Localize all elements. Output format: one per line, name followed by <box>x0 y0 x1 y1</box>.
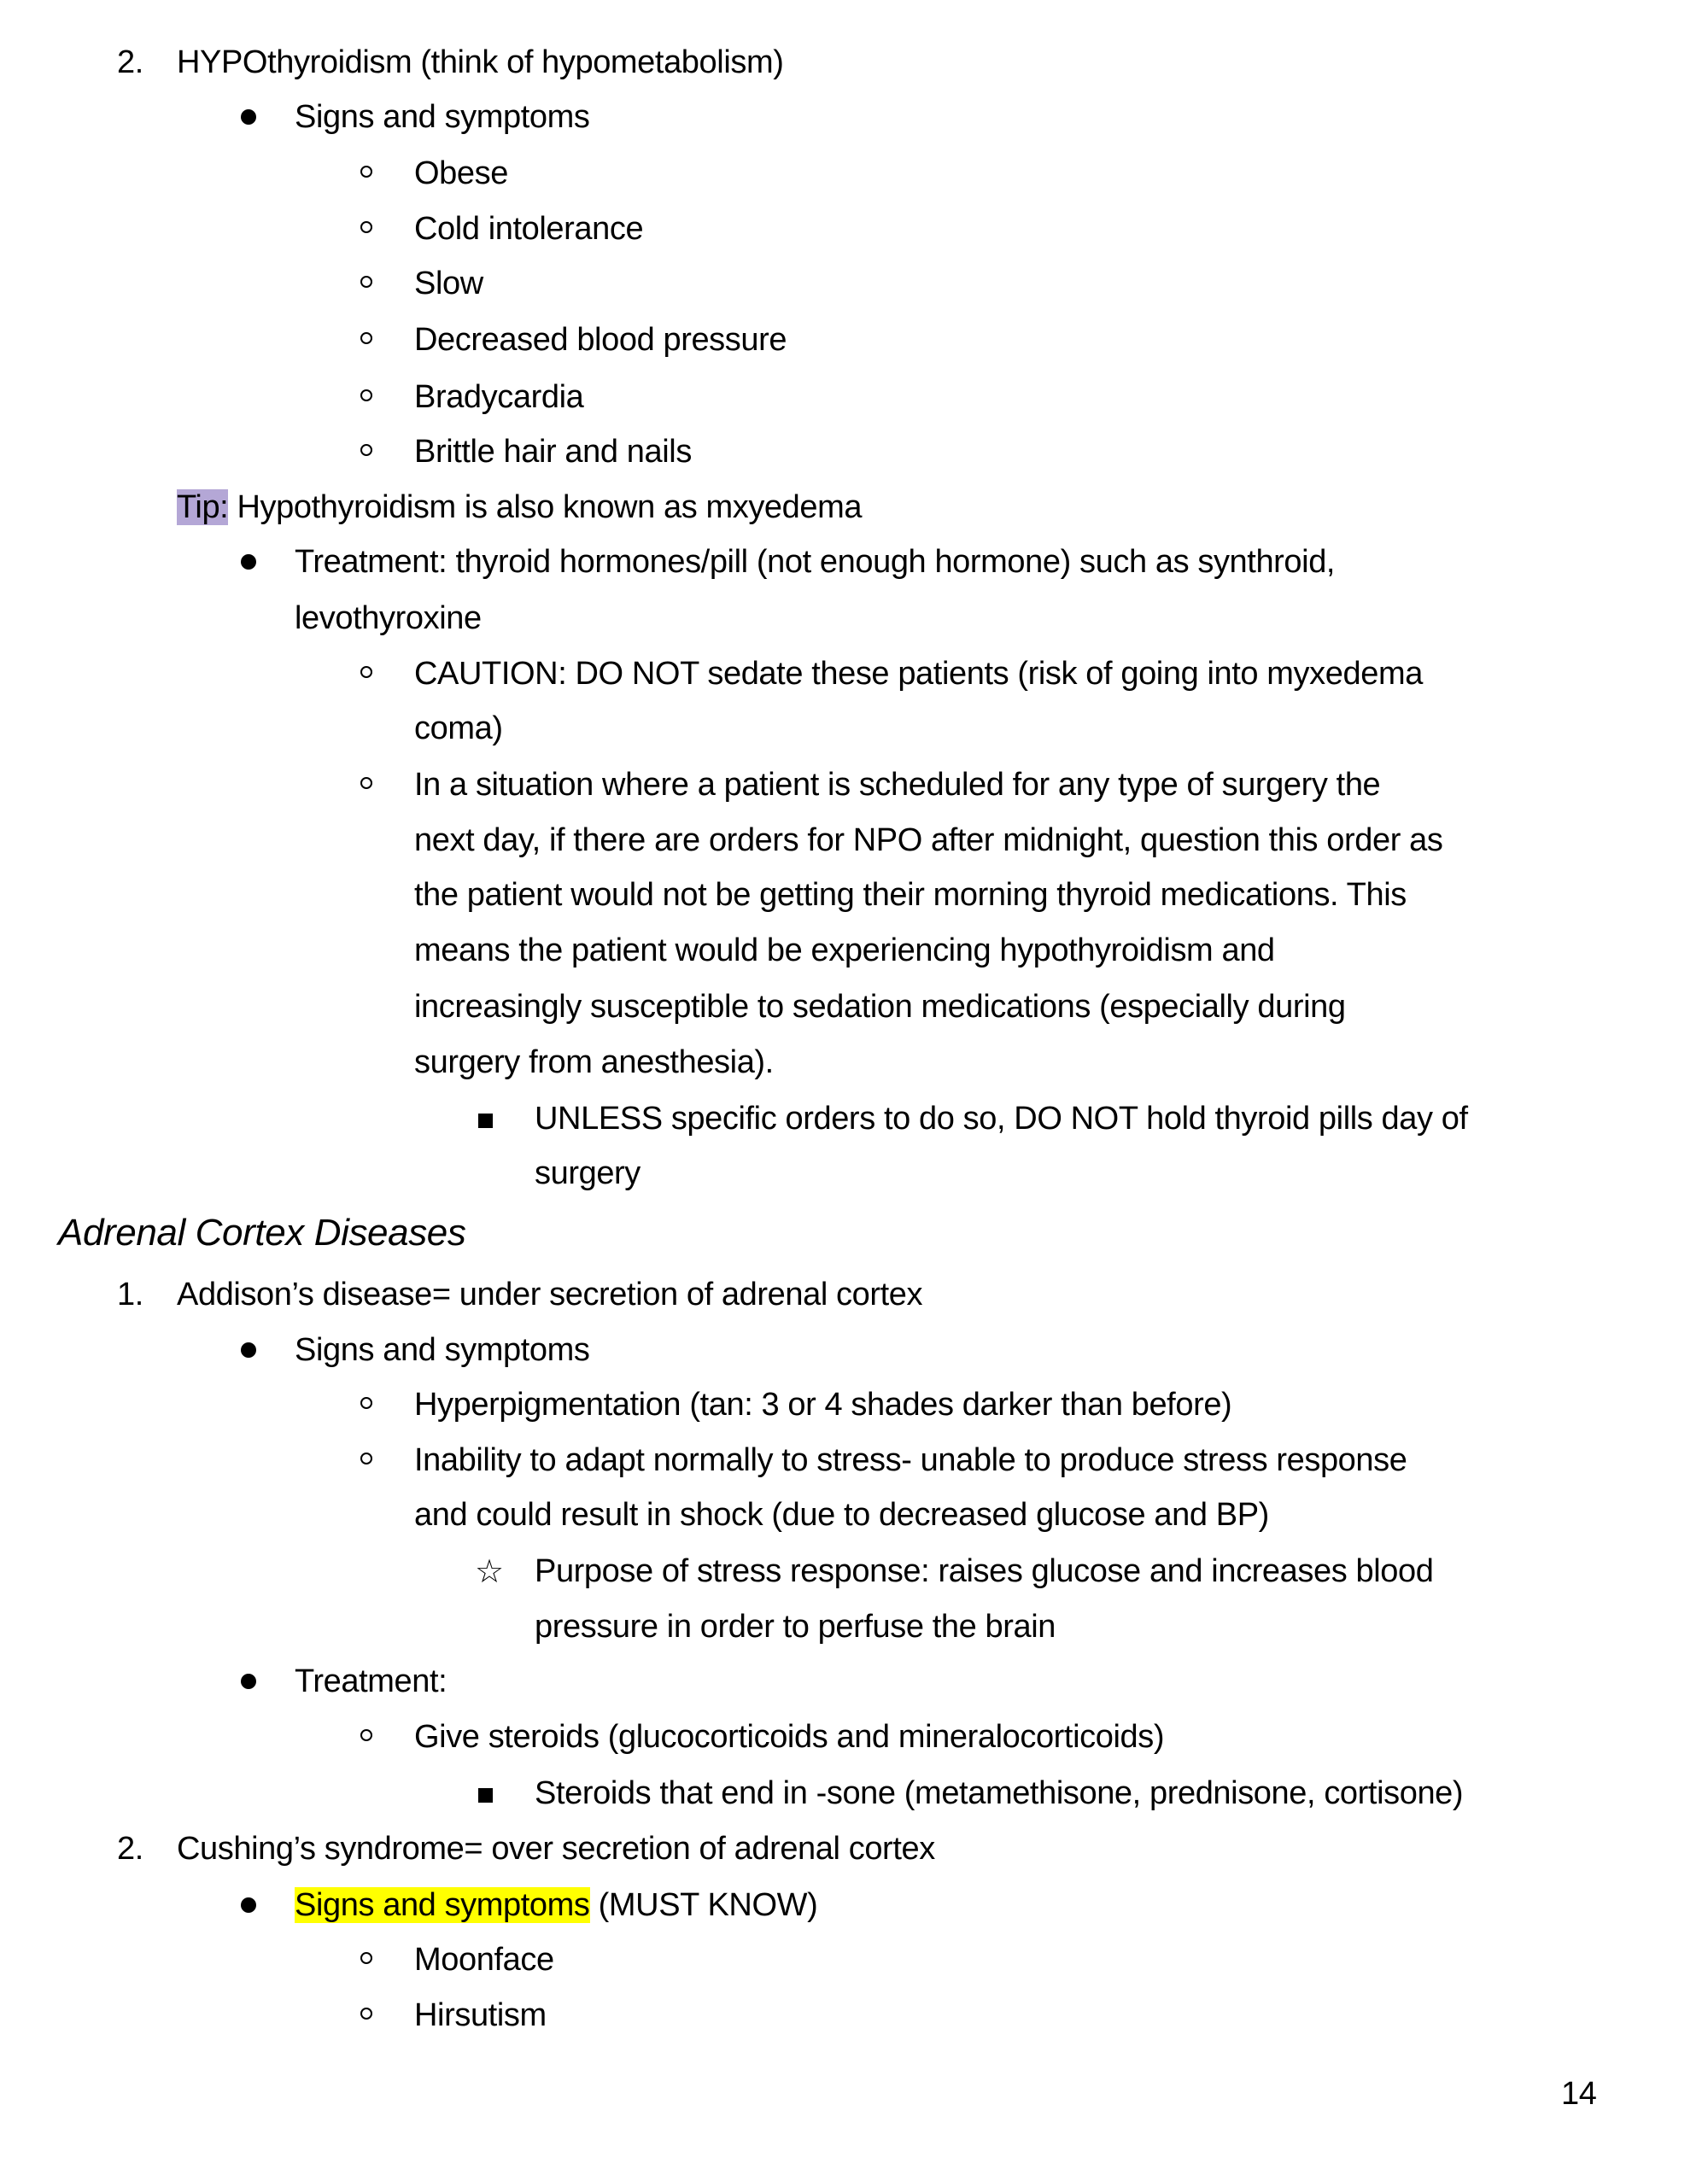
list-item: Give steroids (glucocorticoids and mineralocorticoids) <box>414 1719 1165 1755</box>
square-bullet-icon <box>478 1788 493 1803</box>
circle-bullet-icon <box>360 2008 372 2020</box>
list-number: 2. <box>117 1831 143 1867</box>
bullet-icon <box>241 1342 256 1358</box>
list-number: 2. <box>117 44 143 80</box>
star-bullet-icon: ☆ <box>475 1552 504 1590</box>
circle-bullet-icon <box>360 166 372 178</box>
list-item-continued: levothyroxine <box>295 600 482 636</box>
list-item: UNLESS specific orders to do so, DO NOT hold thyroid pills day of <box>535 1101 1468 1137</box>
circle-bullet-icon <box>360 444 372 456</box>
circle-bullet-icon <box>360 666 372 678</box>
list-item: Bradycardia <box>414 379 584 415</box>
list-item-continued: surgery <box>535 1155 640 1191</box>
page-number: 14 <box>1561 2076 1597 2112</box>
section-title: Cushing’s syndrome= over secretion of adrenal cortex <box>177 1831 935 1867</box>
highlighted-text: Signs and symptoms <box>295 1887 590 1923</box>
circle-bullet-icon <box>360 276 372 288</box>
tip-line <box>177 486 862 529</box>
section-heading: Adrenal Cortex Diseases <box>58 1212 466 1254</box>
list-item-continued: increasingly susceptible to sedation medications (especially during <box>414 989 1346 1025</box>
list-item: Signs and symptoms <box>295 1332 590 1368</box>
list-item-continued: next day, if there are orders for NPO after midnight, question this order as <box>414 822 1443 858</box>
bullet-icon <box>241 1674 256 1689</box>
list-item-continued: pressure in order to perfuse the brain <box>535 1609 1056 1645</box>
list-item: Decreased blood pressure <box>414 322 787 358</box>
square-bullet-icon <box>478 1114 493 1128</box>
circle-bullet-icon <box>360 1729 372 1741</box>
circle-bullet-icon <box>360 1397 372 1409</box>
circle-bullet-icon <box>360 777 372 789</box>
list-item: Steroids that end in -sone (metamethisone, prednisone, cortisone) <box>535 1775 1464 1811</box>
circle-bullet-icon <box>360 1453 372 1464</box>
list-item: Obese <box>414 155 508 191</box>
list-item: Brittle hair and nails <box>414 434 692 470</box>
list-item: Inability to adapt normally to stress- unable to produce stress response <box>414 1442 1407 1478</box>
list-item-continued: and could result in shock (due to decreased glucose and BP) <box>414 1497 1269 1533</box>
list-item: Hirsutism <box>414 1997 547 2033</box>
list-item: Hyperpigmentation (tan: 3 or 4 shades darker than before) <box>414 1387 1232 1423</box>
list-item: In a situation where a patient is scheduled for any type of surgery the <box>414 767 1381 803</box>
list-item-continued: the patient would not be getting their morning thyroid medications. This <box>414 877 1407 913</box>
bullet-icon <box>241 554 256 570</box>
list-item: CAUTION: DO NOT sedate these patients (risk of going into myxedema <box>414 656 1423 692</box>
circle-bullet-icon <box>360 389 372 401</box>
must-know-note: (MUST KNOW) <box>589 1887 818 1923</box>
list-item: Signs and symptoms <box>295 99 590 135</box>
tip-text: Hypothyroidism is also known as mxyedema <box>228 489 863 525</box>
list-item: Cold intolerance <box>414 211 644 247</box>
bullet-icon <box>241 1897 256 1913</box>
section-title: Addison’s disease= under secretion of adrenal cortex <box>177 1277 923 1312</box>
list-item-continued: coma) <box>414 710 503 746</box>
list-item <box>295 1884 817 1926</box>
list-item: Slow <box>414 266 483 301</box>
list-item: Purpose of stress response: raises glucose and increases blood <box>535 1553 1434 1589</box>
circle-bullet-icon <box>360 1952 372 1964</box>
circle-bullet-icon <box>360 332 372 344</box>
list-item: Treatment: <box>295 1663 447 1699</box>
list-item-continued: means the patient would be experiencing hypothyroidism and <box>414 932 1275 968</box>
list-number: 1. <box>117 1277 143 1312</box>
list-item: Moonface <box>414 1942 554 1978</box>
list-item: Treatment: thyroid hormones/pill (not enough hormone) such as synthroid, <box>295 544 1336 580</box>
section-title: HYPOthyroidism (think of hypometabolism) <box>177 44 784 80</box>
circle-bullet-icon <box>360 221 372 233</box>
tip-label: Tip: <box>177 489 229 525</box>
list-item-continued: surgery from anesthesia). <box>414 1044 774 1080</box>
bullet-icon <box>241 109 256 125</box>
